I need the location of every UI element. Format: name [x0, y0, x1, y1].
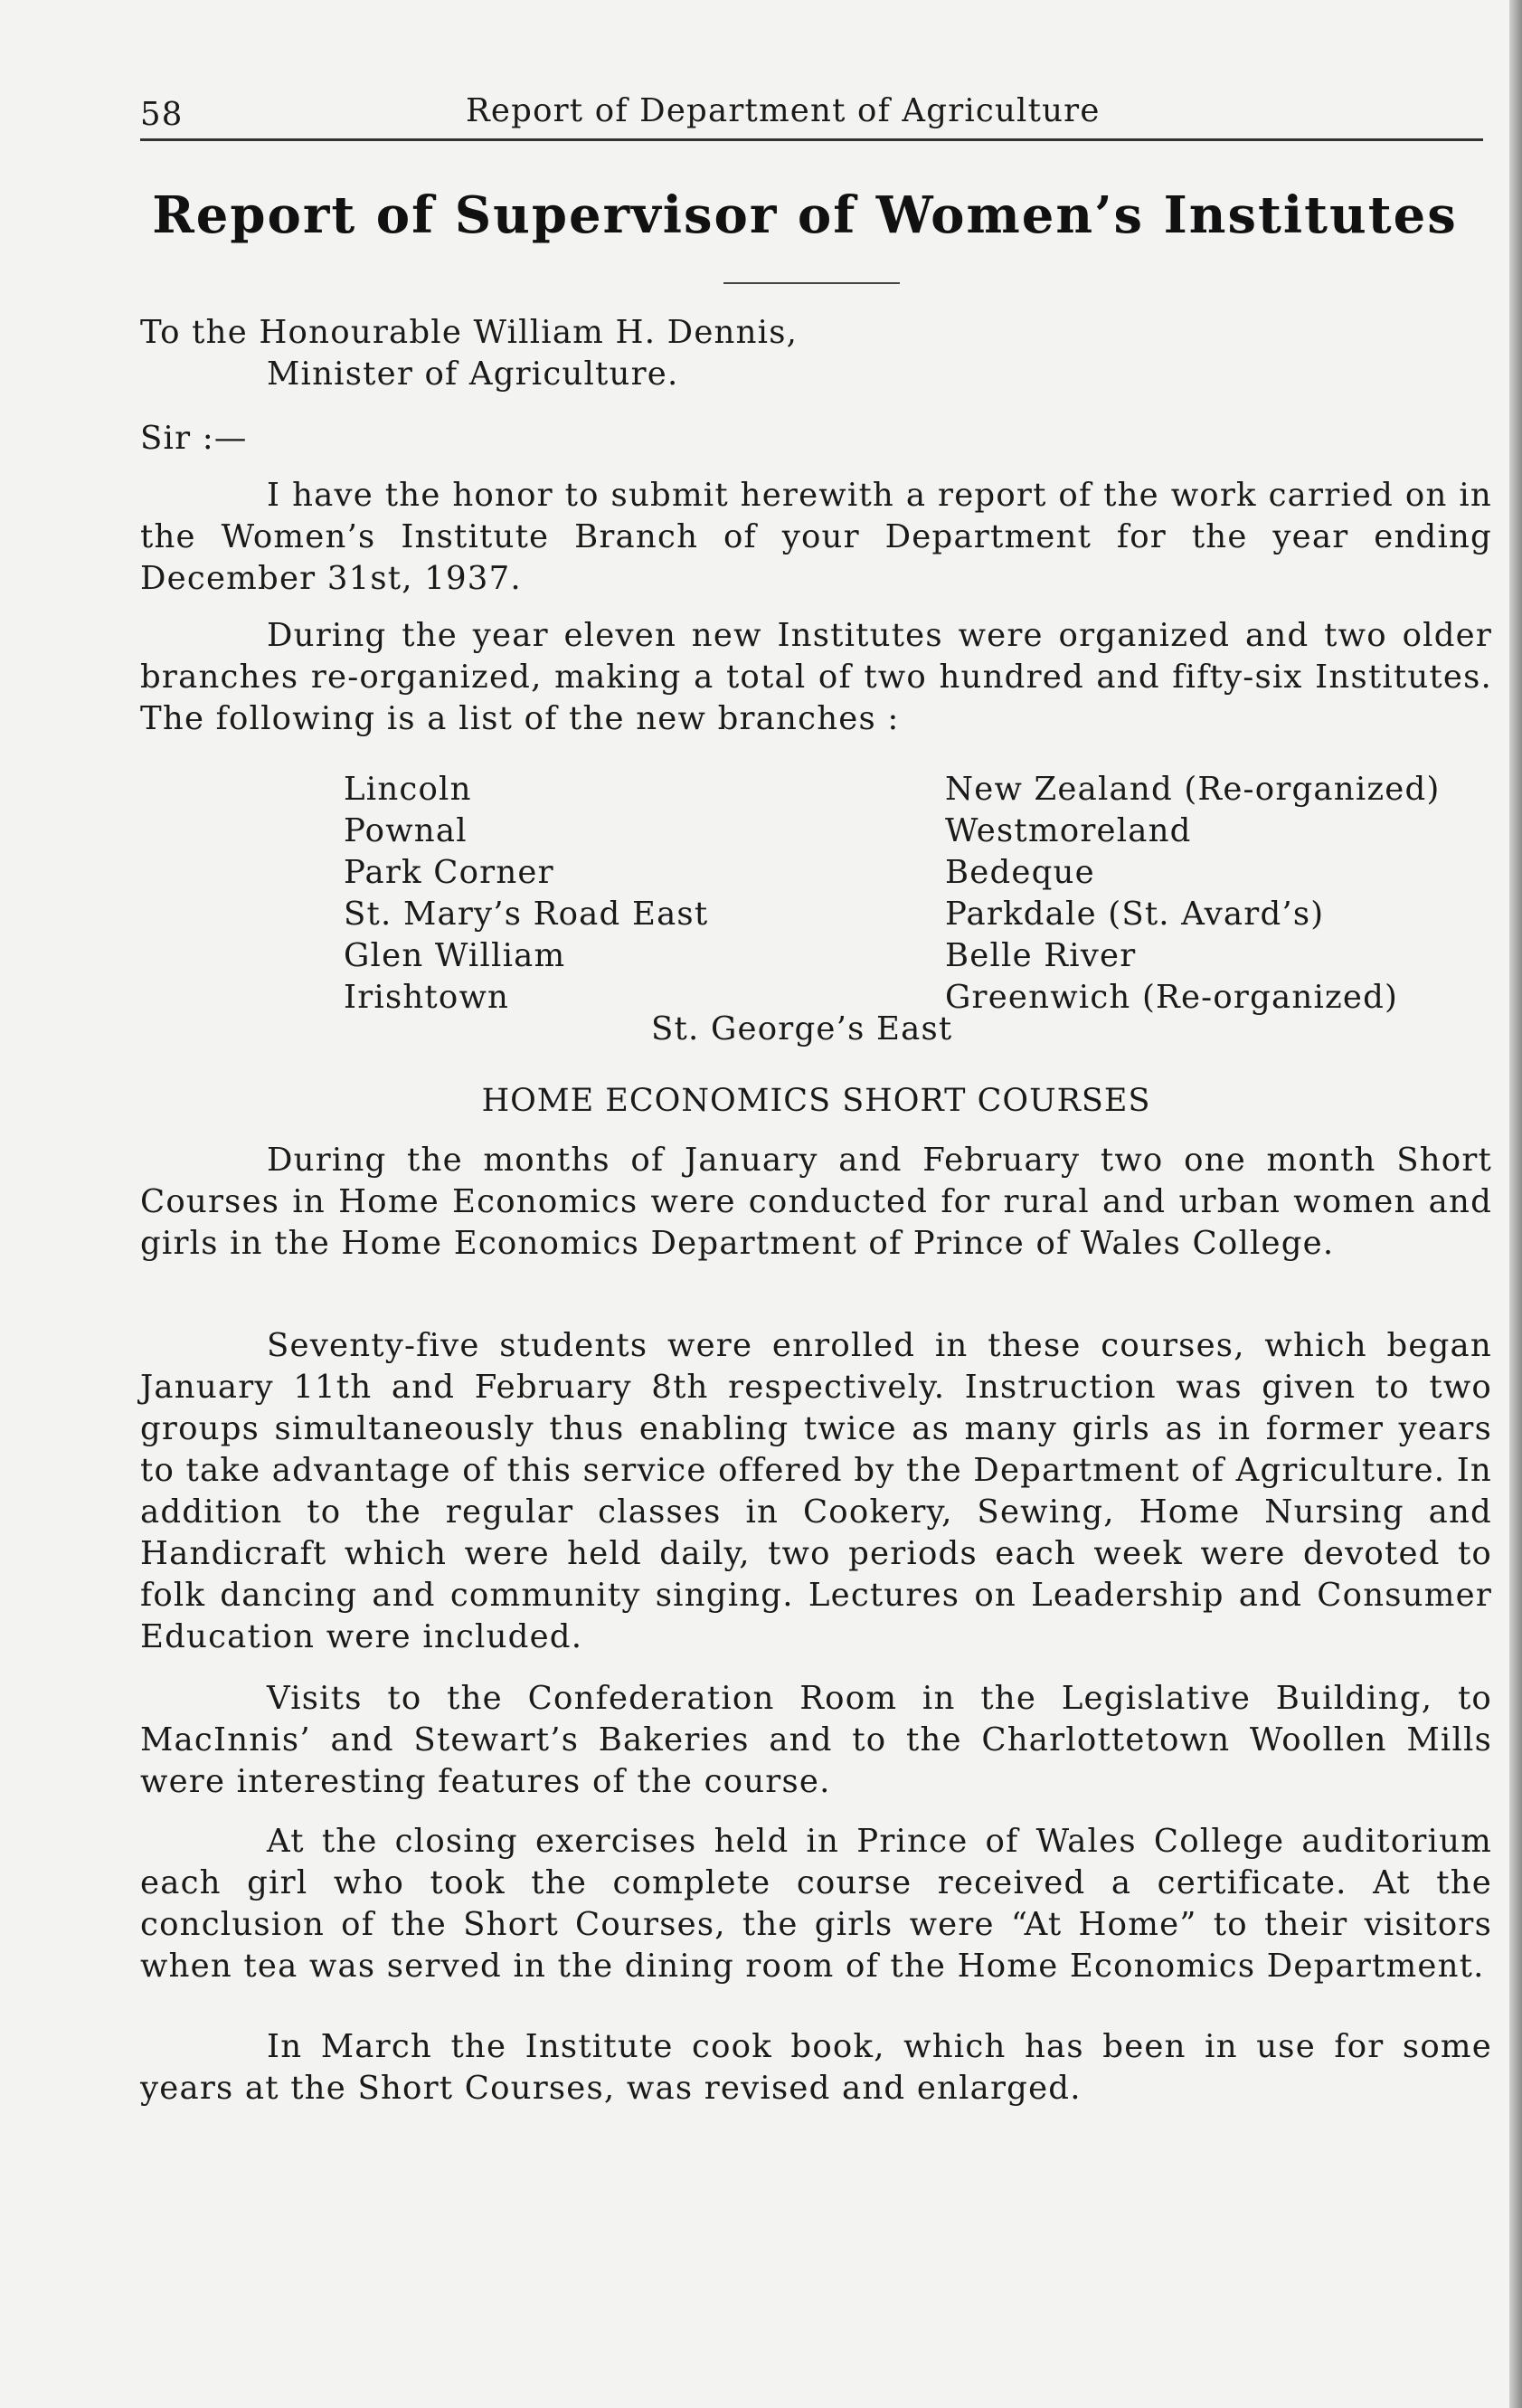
- paragraph-cook-book: In March the Institute cook book, which has been in use for some years at the Short Courses, was revised and enlarged.: [140, 2028, 1492, 2107]
- greeting: Sir :—: [140, 420, 248, 457]
- branch-list-left-column: [344, 769, 904, 1019]
- addressee-title: Minister of Agriculture.: [267, 356, 679, 393]
- branch-item: New Zealand (Re-organized): [945, 771, 1441, 808]
- paragraph-short-courses: During the months of January and February two one month Short Courses in Home Economics were conducted for rural and urban women and girls in the Home Economics Department of Prince of Wales College.: [140, 1142, 1492, 1262]
- branch-item: Park Corner: [344, 854, 554, 891]
- paragraph-submission: I have the honor to submit herewith a report of the work carried on in the Women’s Institute Branch of your Department for the year ending December 31st, 1937.: [140, 477, 1492, 597]
- page-number: 58: [140, 96, 184, 133]
- report-title: Report of Supervisor of Women’s Institutes: [152, 185, 1458, 245]
- addressee-line: To the Honourable William H. Dennis,: [140, 314, 799, 351]
- branch-item: Irishtown: [344, 979, 510, 1016]
- header-rule: [140, 138, 1483, 141]
- branch-item: Pownal: [344, 812, 468, 849]
- branch-list-right-column: [945, 769, 1506, 1019]
- branch-item: Parkdale (St. Avard’s): [945, 896, 1325, 933]
- paragraph-enrolment: Seventy-five students were enrolled in these courses, which began January 11th and February 8th respectively. Instruction was given to two groups simultaneously thus enabling twice as many girls as in former years to take advantage of this service offered by the Department of Agriculture. In addition to the regular classes in Cookery, Sewing, Home Nursing and Handicraft which were held daily, two periods each week were devoted to folk dancing and community singing. Lectures on Leadership and Consumer Education were included.: [140, 1327, 1492, 1655]
- paragraph-closing-exercises: At the closing exercises held in Prince of Wales College auditorium each girl who took the complete course received a certificate. At the conclusion of the Short Courses, the girls were “At Home” to their visitors when tea was served in the dining room of the Home Economics Department.: [140, 1823, 1492, 1985]
- salutation-block: [140, 312, 1479, 395]
- branch-item: Greenwich (Re-organized): [945, 979, 1399, 1016]
- branch-item: Westmoreland: [945, 812, 1192, 849]
- paragraph-visits: Visits to the Confederation Room in the Legislative Building, to MacInnis’ and Stewart’s Bakeries and to the Charlottetown Woollen Mills were interesting features of the course.: [140, 1680, 1492, 1800]
- branch-item: St. Mary’s Road East: [344, 896, 709, 933]
- running-header: [140, 90, 1483, 145]
- branch-item: Glen William: [344, 937, 566, 974]
- title-rule: [723, 282, 900, 284]
- running-header-title: Report of Department of Agriculture: [466, 92, 1101, 129]
- branch-item: Belle River: [945, 937, 1137, 974]
- page-edge-shadow: [1509, 0, 1522, 2408]
- branch-item: Lincoln: [344, 771, 472, 808]
- paragraph-new-institutes: During the year eleven new Institutes were organized and two older branches re-organized, making a total of two hundred and fifty-six Institutes. The following is a list of the new branches :: [140, 617, 1492, 737]
- branch-item-centered: St. George’s East: [651, 1010, 953, 1048]
- branch-item: Bedeque: [945, 854, 1095, 891]
- section-heading: HOME ECONOMICS SHORT COURSES: [481, 1083, 1151, 1119]
